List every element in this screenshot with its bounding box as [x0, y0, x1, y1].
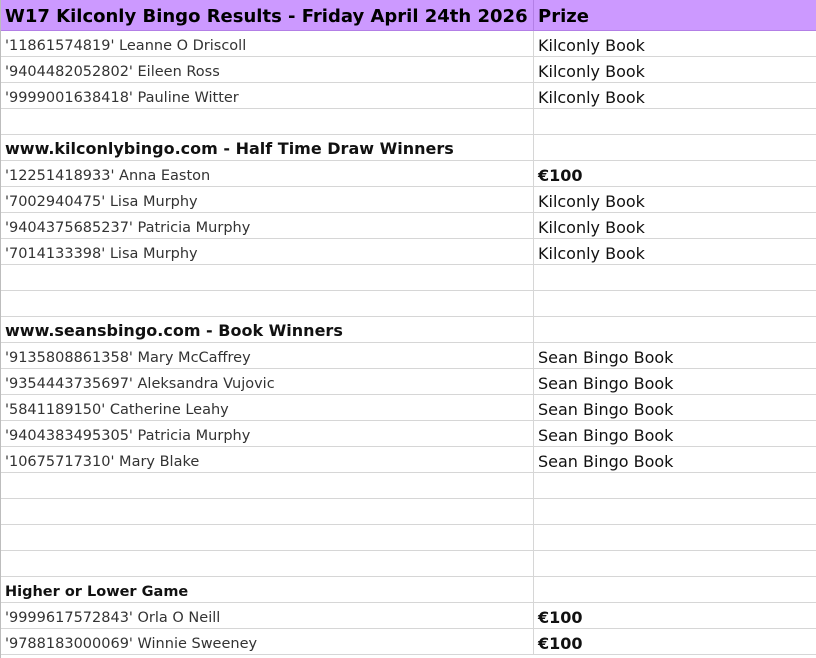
empty-row [1, 473, 816, 499]
empty-cell[interactable] [534, 473, 816, 498]
section-title-higher-lower[interactable]: Higher or Lower Game [1, 577, 534, 602]
prize-cell[interactable]: €100 [538, 166, 583, 185]
empty-cell[interactable] [534, 577, 816, 602]
winner-cell[interactable]: '7014133398' Lisa Murphy [1, 239, 534, 264]
table-row [1, 57, 816, 83]
empty-row [1, 551, 816, 577]
prize-cell[interactable]: Sean Bingo Book [538, 400, 674, 419]
table-row [1, 83, 816, 109]
winner-cell[interactable]: '5841189150' Catherine Leahy [1, 395, 534, 420]
winner-cell[interactable]: '9999617572843' Orla O Neill [1, 603, 534, 628]
prize-cell[interactable]: Kilconly Book [538, 88, 645, 107]
table-row [1, 213, 816, 239]
table-row [1, 447, 816, 473]
table-row [1, 629, 816, 655]
empty-cell[interactable] [534, 265, 816, 290]
empty-cell[interactable] [1, 265, 534, 290]
empty-cell[interactable] [1, 109, 534, 134]
table-row [1, 161, 816, 187]
prize-cell[interactable]: Kilconly Book [538, 218, 645, 237]
empty-cell[interactable] [1, 551, 534, 576]
prize-column-header[interactable]: Prize [538, 6, 589, 27]
empty-cell[interactable] [1, 473, 534, 498]
winner-cell[interactable]: '9404375685237' Patricia Murphy [1, 213, 534, 238]
empty-cell[interactable] [1, 525, 534, 550]
prize-cell[interactable]: €100 [538, 634, 583, 653]
section-title-half-time[interactable]: www.kilconlybingo.com - Half Time Draw Winners [1, 135, 534, 160]
empty-row [1, 265, 816, 291]
table-row [1, 343, 816, 369]
winner-cell[interactable]: '9999001638418' Pauline Witter [1, 83, 534, 108]
prize-cell[interactable]: Kilconly Book [538, 62, 645, 81]
prize-cell[interactable]: Kilconly Book [538, 192, 645, 211]
prize-cell[interactable]: Sean Bingo Book [538, 452, 674, 471]
table-row [1, 421, 816, 447]
winner-cell[interactable]: '7002940475' Lisa Murphy [1, 187, 534, 212]
table-row [1, 395, 816, 421]
section-header-row [1, 577, 816, 603]
prize-cell[interactable]: Kilconly Book [538, 36, 645, 55]
empty-row [1, 291, 816, 317]
table-row [1, 187, 816, 213]
section-header-row [1, 135, 816, 161]
table-row [1, 603, 816, 629]
table-row [1, 239, 816, 265]
empty-row [1, 109, 816, 135]
winner-cell[interactable]: '9354443735697' Aleksandra Vujovic [1, 369, 534, 394]
empty-cell[interactable] [534, 525, 816, 550]
winner-cell[interactable]: '9788183000069' Winnie Sweeney [1, 629, 534, 654]
winner-cell[interactable]: '12251418933' Anna Easton [1, 161, 534, 186]
section-header-row [1, 317, 816, 343]
empty-cell[interactable] [534, 291, 816, 316]
section-title-book-winners[interactable]: www.seansbingo.com - Book Winners [1, 317, 534, 342]
prize-cell[interactable]: €100 [538, 608, 583, 627]
winner-cell[interactable]: '11861574819' Leanne O Driscoll [1, 31, 534, 56]
page-title[interactable]: W17 Kilconly Bingo Results - Friday April 24th 2026 [1, 0, 534, 30]
empty-cell[interactable] [534, 317, 816, 342]
empty-row [1, 499, 816, 525]
winner-cell[interactable]: '10675717310' Mary Blake [1, 447, 534, 472]
prize-cell[interactable]: Sean Bingo Book [538, 374, 674, 393]
winner-cell[interactable]: '9404482052802' Eileen Ross [1, 57, 534, 82]
empty-cell[interactable] [534, 551, 816, 576]
empty-cell[interactable] [1, 499, 534, 524]
prize-cell[interactable]: Sean Bingo Book [538, 426, 674, 445]
winner-cell[interactable]: '9404383495305' Patricia Murphy [1, 421, 534, 446]
empty-cell[interactable] [534, 499, 816, 524]
prize-cell[interactable]: Kilconly Book [538, 244, 645, 263]
empty-cell[interactable] [1, 291, 534, 316]
empty-cell[interactable] [534, 109, 816, 134]
prize-cell[interactable]: Sean Bingo Book [538, 348, 674, 367]
table-row [1, 31, 816, 57]
empty-cell[interactable] [534, 135, 816, 160]
winner-cell[interactable]: '9135808861358' Mary McCaffrey [1, 343, 534, 368]
header-row [1, 0, 816, 31]
empty-row [1, 525, 816, 551]
table-row [1, 369, 816, 395]
